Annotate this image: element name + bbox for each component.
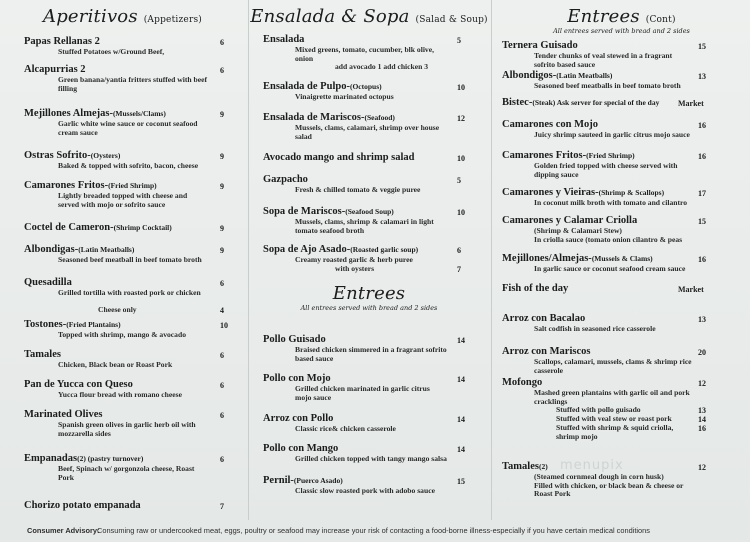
menu-item-name — [263, 244, 418, 255]
mofongo-option: Stuffed with veal stew or roast pork — [556, 414, 672, 424]
ensalada-subtitle: (Salad & Soup) — [415, 15, 488, 25]
menu-item-translation: (Latin Meatballs) — [78, 245, 135, 254]
mofongo-option: shrimp mojo — [556, 432, 598, 442]
menu-item-description-extra: In criolla sauce (tomato onion cilantro & peas — [534, 234, 683, 244]
ensalada-title: Ensalada & Sopa — [250, 6, 410, 27]
menu-item-translation: (Latin Meatballs) — [556, 71, 613, 80]
menu-item-description: Classic slow roasted pork with adobo sauce — [295, 486, 435, 495]
menu-item-name — [263, 152, 415, 163]
menu-item-title: Sopa de Mariscos- — [263, 206, 346, 217]
menu-item-title: Coctel de Cameron- — [24, 222, 114, 233]
menu-item-title: Ensalada de Mariscos- — [263, 112, 365, 123]
menu-item-name — [24, 150, 120, 161]
watermark-logo: menupix — [560, 458, 624, 473]
menu-item-name — [24, 349, 61, 360]
menu-item-name — [24, 319, 121, 330]
menu-item-name — [263, 81, 382, 92]
entrees-note: All entrees served with bread and 2 sides — [300, 304, 438, 312]
menu-item-title: Alcapurrias 2 — [24, 64, 86, 75]
menu-item-title: Camarones Fritos- — [502, 150, 587, 161]
menu-item-price: 12 — [698, 379, 706, 388]
menu-item-description: Seasoned beef meatballs in beef tomato broth — [534, 81, 681, 90]
menu-item-description: (Shrimp & Calamari Stew) — [534, 226, 622, 235]
aperitivos-subtitle: (Appetizers) — [143, 15, 202, 25]
menu-item-description: Braised chicken simmered in a fragrant sofrito based sauce — [295, 345, 447, 363]
menu-item-price: 10 — [457, 83, 465, 92]
menu-item-description-extra: Filled with chicken, or black bean & cheese or Roast Pork — [534, 480, 684, 499]
menu-item-price: 15 — [698, 42, 706, 51]
menu-item-name — [502, 346, 590, 357]
mofongo-option-price: 16 — [698, 424, 706, 434]
entrees-cont-header — [492, 6, 750, 27]
menu-item-name — [263, 443, 338, 454]
menu-item-title: Empanadas — [24, 453, 78, 464]
menu-item-description: Topped with shrimp, mango & avocado — [58, 330, 186, 339]
menu-item-name — [24, 500, 141, 511]
menu-item-price: 6 — [457, 246, 461, 255]
menu-item-description-extra: with oysters — [335, 263, 375, 273]
menu-item-price: 9 — [220, 110, 224, 119]
menu-item-description: Baked & topped with sofrito, bacon, cheese — [58, 161, 199, 170]
menu-item-translation: (Fried Plantains) — [66, 320, 121, 329]
menu-item-name — [263, 373, 331, 384]
menu-item-description: Mussels, clams, calamari, shrimp over house salad — [295, 123, 440, 141]
menu-item-title: Camarones con Mojo — [502, 119, 599, 130]
menu-item-name — [263, 112, 395, 123]
entrees-cont-subtitle: (Cont) — [645, 15, 676, 25]
menu-item-price: 10 — [220, 321, 228, 330]
menu-item-description: Chicken, Black bean or Roast Pork — [58, 360, 173, 369]
menu-item-name — [24, 453, 143, 464]
menu-item-description: Creamy roasted garlic & herb puree — [295, 255, 413, 264]
menu-item-price: 13 — [698, 72, 706, 81]
menu-item-price: 14 — [457, 375, 465, 384]
menu-item-translation: (2) (pastry turnover) — [77, 454, 144, 463]
menu-item-title: Pernil- — [263, 475, 294, 486]
menu-item-title: Mofongo — [502, 377, 543, 388]
menu-item-price: Market — [678, 99, 704, 108]
menu-item-name — [263, 206, 394, 217]
menu-item-price: 6 — [220, 455, 224, 464]
menu-item-name — [263, 34, 304, 45]
menu-item-description: Mussels, clams, shrimp & calamari in light tomato seafood broth — [295, 217, 434, 235]
menu-item-name — [502, 215, 637, 226]
menu-item-translation: (Fried Shrimp) — [108, 181, 157, 190]
menu-item-title: Camarones y Vieiras- — [502, 187, 599, 198]
menu-item-name — [502, 461, 548, 472]
menu-item-translation: (Fried Shrimp) — [586, 151, 635, 160]
ensalada-header — [249, 6, 489, 27]
mofongo-option-price: 13 — [698, 406, 706, 416]
menu-item-title: Ensalada — [263, 34, 305, 45]
menu-item-name — [502, 283, 568, 294]
menu-item-translation: (Steak) Ask server for special of the day — [532, 98, 660, 107]
menu-item-name — [502, 119, 598, 130]
advisory-label: Consumer Advisory: — [27, 526, 100, 535]
menu-item-description: Beef, Spinach w/ gorgonzola cheese, Roast Pork — [58, 464, 195, 482]
menu-item-price: 6 — [220, 38, 224, 47]
menu-item-translation: (Shrimp Cocktail) — [113, 223, 172, 232]
menu-item-name — [502, 40, 578, 51]
menu-item-name — [24, 244, 134, 255]
menu-item-price: 5 — [457, 176, 461, 185]
aperitivos-header — [0, 6, 245, 27]
menu-item-translation: (Seafood Soup) — [345, 207, 394, 216]
entrees-cont-column — [491, 0, 750, 520]
menu-item-price: 6 — [220, 411, 224, 420]
menu-item-name — [502, 150, 635, 161]
menu-item-description: Vinaigrette marinated octopus — [295, 92, 394, 101]
entrees-cont-title: Entrees — [567, 6, 640, 27]
menu-item-price: 16 — [698, 255, 706, 264]
menu-item-name — [24, 108, 166, 119]
menu-item-translation: (Puerco Asado) — [293, 476, 343, 485]
menu-item-price: 14 — [457, 445, 465, 454]
menu-item-name — [263, 475, 343, 486]
menu-item-price: Market — [678, 285, 704, 294]
menu-item-title: Tamales — [502, 461, 539, 472]
menu-item-price: 9 — [220, 182, 224, 191]
menu-item-title: Albondigas- — [24, 244, 79, 255]
entrees-header — [249, 283, 489, 312]
menu-item-description: Green banana/yantia fritters stuffed with beef filling — [58, 75, 207, 93]
entrees-title: Entrees — [332, 283, 406, 304]
menu-item-title: Ensalada de Pulpo- — [263, 81, 350, 92]
menu-item-price: 12 — [457, 114, 465, 123]
menu-item-price: 13 — [698, 315, 706, 324]
menu-item-title: Pan de Yucca con Queso — [24, 379, 133, 390]
menu-item-description: Stuffed Potatoes w/Ground Beef, — [58, 47, 165, 56]
menu-item-description: Tender chunks of veal stewed in a fragrant sofrito based sauce — [534, 51, 673, 69]
menu-item-translation: (2) — [538, 462, 548, 471]
menu-item-title: Papas Rellanas 2 — [24, 36, 100, 47]
menu-item-price: 20 — [698, 348, 706, 357]
menu-item-price: 9 — [220, 224, 224, 233]
menu-item-name — [24, 409, 102, 420]
aperitivos-title: Aperitivos — [43, 6, 138, 27]
menu-item-name — [263, 174, 308, 185]
menu-item-title: Marinated Olives — [24, 409, 103, 420]
menu-item-description: In garlic sauce or coconut seafood cream sauce — [534, 264, 686, 273]
menu-item-title: Mejillones Almejas- — [24, 108, 113, 119]
menu-item-description: Yucca flour bread with romano cheese — [58, 390, 182, 399]
menu-item-name — [24, 379, 133, 390]
menu-item-title: Sopa de Ajo Asado- — [263, 244, 351, 255]
menu-item-price: 12 — [698, 463, 706, 472]
menu-item-title: Camarones y Calamar Criolla — [502, 215, 638, 226]
menu-item-translation: (Seafood) — [364, 113, 395, 122]
menu-item-price: 6 — [220, 351, 224, 360]
menu-item-name — [502, 377, 542, 388]
menu-item-name — [24, 277, 72, 288]
entrees-cont-note: All entrees served with bread and 2 sides — [553, 27, 690, 35]
menu-item-title: Mejillones/Almejas- — [502, 253, 592, 264]
menu-item-price: 6 — [220, 381, 224, 390]
menu-item-price: 10 — [457, 208, 465, 217]
aperitivos-column — [0, 0, 245, 520]
menu-item-name — [24, 64, 86, 75]
menu-item-name — [502, 253, 653, 264]
menu-item-price: 5 — [457, 36, 461, 45]
menu-item-title: Quesadilla — [24, 277, 72, 288]
menu-item-price: 9 — [220, 152, 224, 161]
menu-item-title: Camarones Fritos- — [24, 180, 109, 191]
mofongo-option-price: 14 — [698, 415, 706, 425]
menu-item-description: Fresh & chilled tomato & veggie puree — [295, 185, 421, 194]
menu-item-price: 7 — [220, 502, 224, 511]
menu-item-description: (Steamed cornmeal dough in corn husk) — [534, 472, 664, 481]
menu-item-description: Seasoned beef meatball in beef tomato broth — [58, 255, 202, 264]
menu-item-name — [502, 97, 659, 108]
menu-item-price-extra: 4 — [220, 306, 224, 316]
menu-item-translation: (Shrimp & Scallops) — [598, 188, 665, 197]
menu-item-title: Pollo con Mojo — [263, 373, 331, 384]
menu-item-description: Salt codfish in seasoned rice casserole — [534, 324, 656, 333]
menu-item-price: 14 — [457, 336, 465, 345]
menu-item-name — [502, 70, 612, 81]
menu-item-title: Pollo con Mango — [263, 443, 339, 454]
menu-item-name — [24, 36, 100, 47]
menu-item-price: 6 — [220, 66, 224, 75]
menu-item-description: Mixed greens, tomato, cucumber, blk olive, onion — [295, 45, 434, 63]
menu-item-price: 14 — [457, 415, 465, 424]
menu-item-title: Arroz con Bacalao — [502, 313, 586, 324]
menu-item-name — [263, 413, 333, 424]
menu-item-translation: (Roasted garlic soup) — [350, 245, 419, 254]
menu-item-price: 16 — [698, 121, 706, 130]
consumer-advisory — [0, 522, 750, 542]
menu-item-description-extra: Cheese only — [98, 305, 137, 315]
menu-item-title: Albondigos- — [502, 70, 557, 81]
menu-item-price: 15 — [698, 217, 706, 226]
menu-item-price: 10 — [457, 154, 465, 163]
ensalada-column — [248, 0, 489, 520]
menu-item-name — [263, 334, 326, 345]
menu-item-description-extra: add avocado 1 add chicken 3 — [335, 62, 429, 72]
menu-item-title: Pollo Guisado — [263, 334, 326, 345]
advisory-text: Consuming raw or undercooked meat, eggs, poultry or seafood may increase your risk of contacting a food-borne illness-especially if you have certain medical conditions — [97, 526, 650, 535]
menu-item-title: Tostones- — [24, 319, 67, 330]
menu-item-translation: (Octopus) — [349, 82, 382, 91]
menu-item-description: Mashed green plantains with garlic oil and pork cracklings — [534, 388, 690, 406]
menu-item-title: Fish of the day — [502, 283, 569, 294]
menu-item-description: Grilled chicken topped with tangy mango salsa — [295, 454, 447, 463]
menu-item-description: In coconut milk broth with tomato and cilantro — [534, 198, 688, 207]
menu-item-translation: (Mussels/Clams) — [112, 109, 166, 118]
menu-item-name — [24, 180, 157, 191]
menu-item-translation: (Oysters) — [90, 151, 121, 160]
menu-item-price: 9 — [220, 246, 224, 255]
menu-item-title: Ostras Sofrito- — [24, 150, 91, 161]
menu-item-title: Arroz con Mariscos — [502, 346, 591, 357]
menu-item-price: 15 — [457, 477, 465, 486]
menu-item-translation: (Mussels & Clams) — [591, 254, 653, 263]
menu-item-description: Scallops, calamari, mussels, clams & shrimp rice casserole — [534, 357, 692, 375]
menu-item-price: 6 — [220, 279, 224, 288]
menu-item-price: 17 — [698, 189, 706, 198]
menu-item-description: Classic rice& chicken casserole — [295, 424, 396, 433]
menu-item-title: Gazpacho — [263, 174, 308, 185]
menu-item-description: Golden fried topped with cheese served with dipping sauce — [534, 161, 678, 179]
menu-item-description: Juicy shrimp sauteed in garlic citrus mojo sauce — [534, 130, 690, 139]
menu-item-title: Tamales — [24, 349, 61, 360]
menu-item-name — [502, 313, 585, 324]
mofongo-option: Stuffed with shrimp & squid criolla, — [556, 423, 674, 433]
menu-item-title: Avocado mango and shrimp salad — [263, 152, 415, 163]
menu-item-price: 16 — [698, 152, 706, 161]
menu-item-title: Bistec- — [502, 97, 533, 108]
menu-item-name — [24, 222, 172, 233]
menu-item-name — [502, 187, 664, 198]
menu-item-description: Garlic white wine sauce or coconut seafood cream sauce — [58, 119, 198, 137]
menu-item-description: Grilled chicken marinated in garlic citrus mojo sauce — [295, 384, 430, 402]
menu-item-title: Ternera Guisado — [502, 40, 578, 51]
menu-item-description: Spanish green olives in garlic herb oil with mozzarella sides — [58, 420, 196, 438]
menu-item-title: Arroz con Pollo — [263, 413, 334, 424]
menu-item-title: Chorizo potato empanada — [24, 500, 141, 511]
menu-item-description: Grilled tortilla with roasted pork or chicken — [58, 288, 201, 297]
menu-item-price-extra: 7 — [457, 264, 461, 274]
menu-item-description: Lightly breaded topped with cheese and served with mojo or sofrito sauce — [58, 191, 188, 209]
mofongo-option: Stuffed with pollo guisado — [556, 405, 641, 415]
